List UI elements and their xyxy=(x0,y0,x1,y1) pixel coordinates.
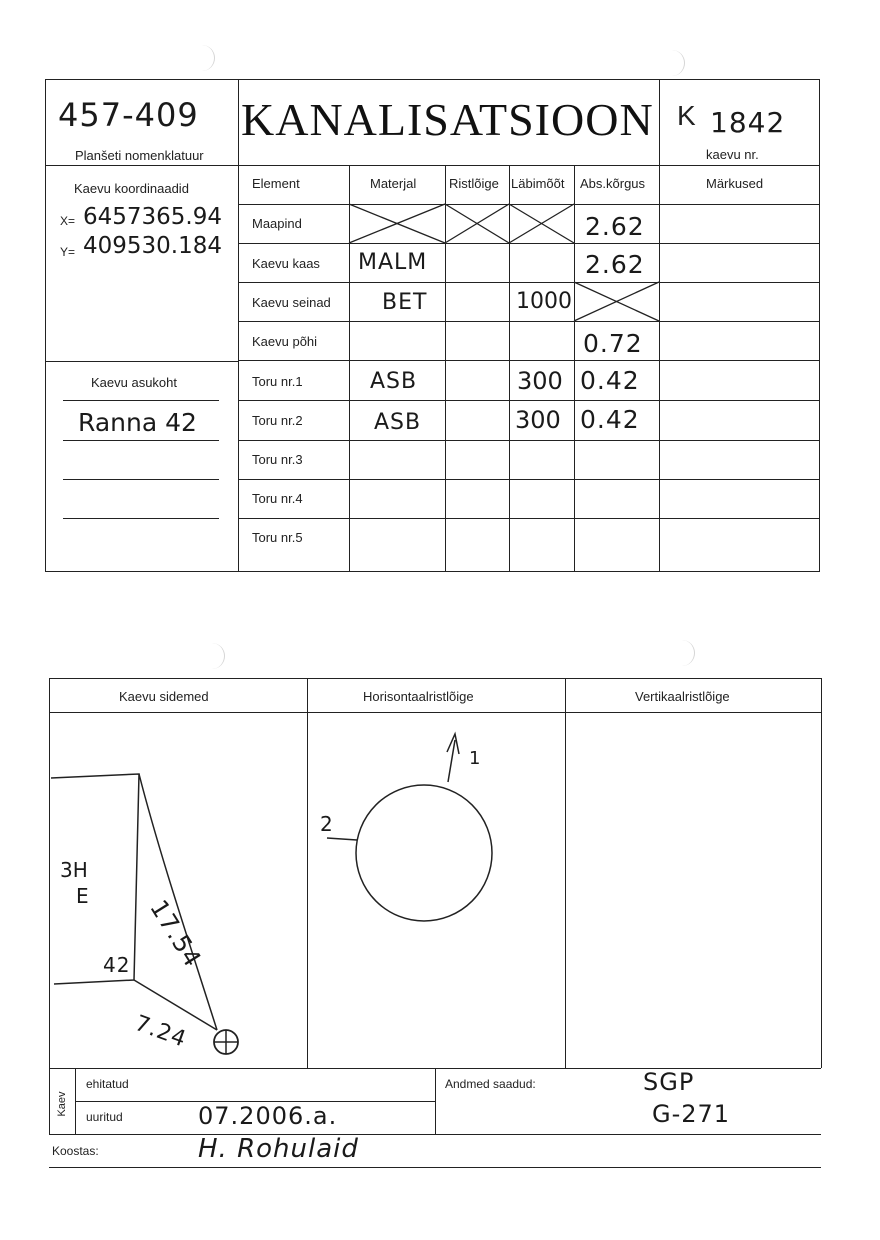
row-element-label: Kaevu põhi xyxy=(252,334,318,349)
coordinates-label: Kaevu koordinaadid xyxy=(74,181,189,196)
row-material-value: BET xyxy=(382,290,428,315)
row-abs-height-value: 0.42 xyxy=(580,405,640,434)
data-source-value: G-271 xyxy=(652,1100,731,1128)
not-applicable-cross xyxy=(349,204,445,243)
row-abs-height-value: 2.62 xyxy=(585,250,645,279)
corner-label: 42 xyxy=(103,953,131,977)
row-material-value: ASB xyxy=(374,410,422,435)
sketch-col-title: Kaevu sidemed xyxy=(119,689,209,704)
well-number-label: kaevu nr. xyxy=(706,147,759,162)
x-coordinate-value: 6457365.94 xyxy=(83,204,223,230)
data-source-value: SGP xyxy=(643,1068,695,1096)
punch-hole-decoration xyxy=(200,45,215,71)
row-abs-height-value: 2.62 xyxy=(585,212,645,241)
not-applicable-cross xyxy=(509,204,574,243)
row-abs-height-value: 0.72 xyxy=(583,329,643,358)
data-source-label: Andmed saadud: xyxy=(445,1077,536,1091)
row-abs-height-value: 0.42 xyxy=(580,366,640,395)
row-element-label: Toru nr.3 xyxy=(252,452,303,467)
col-header-cross-section: Ristlõige xyxy=(449,176,499,191)
well-prefix: K xyxy=(677,100,696,131)
side-label: Kaev xyxy=(56,1091,68,1117)
x-prefix: X= xyxy=(60,214,76,228)
surveyed-date: 07.2006.a. xyxy=(198,1102,338,1130)
y-coordinate-value: 409530.184 xyxy=(83,233,223,259)
built-label: ehitatud xyxy=(86,1077,129,1091)
sketch-col-title: Horisontaalristlõige xyxy=(363,689,474,704)
pipe-1-label: 1 xyxy=(469,748,482,769)
punch-hole-decoration xyxy=(670,50,685,76)
surveyed-label: uuritud xyxy=(86,1110,123,1124)
building-label: E xyxy=(76,884,90,908)
well-number: 1842 xyxy=(710,106,786,139)
map-sheet-value: 457-409 xyxy=(58,96,199,134)
col-header-element: Element xyxy=(252,176,300,191)
y-prefix: Y= xyxy=(60,245,76,259)
page-title: KANALISATSIOON xyxy=(241,94,654,145)
compiled-by-value: H. Rohulaid xyxy=(198,1134,359,1164)
horizontal-section-sketch xyxy=(307,712,565,1068)
compiled-label: Koostas: xyxy=(52,1144,99,1158)
col-header-diameter: Läbimõõt xyxy=(511,176,565,191)
distance-short-label: 7.24 xyxy=(131,1011,190,1053)
not-applicable-cross xyxy=(445,204,509,243)
row-element-label: Toru nr.1 xyxy=(252,374,303,389)
col-header-abs-height: Abs.kõrgus xyxy=(580,176,646,191)
punch-hole-decoration xyxy=(680,640,695,666)
location-value: Ranna 42 xyxy=(78,408,197,437)
row-element-label: Maapind xyxy=(252,216,302,231)
row-element-label: Toru nr.2 xyxy=(252,413,303,428)
row-diameter-value: 1000 xyxy=(516,289,572,314)
row-diameter-value: 300 xyxy=(515,406,561,434)
location-label: Kaevu asukoht xyxy=(91,375,178,390)
row-diameter-value: 300 xyxy=(517,367,563,395)
row-element-label: Toru nr.5 xyxy=(252,530,303,545)
sketch-col-title: Vertikaalristlõige xyxy=(635,689,730,704)
building-label: 3H xyxy=(60,858,88,882)
pipe-2-label: 2 xyxy=(320,812,334,836)
col-header-material: Materjal xyxy=(370,176,417,191)
row-material-value: MALM xyxy=(358,250,428,275)
col-header-notes: Märkused xyxy=(706,176,764,191)
punch-hole-decoration xyxy=(210,643,225,669)
row-material-value: ASB xyxy=(370,369,418,394)
distance-long-label: 17.54 xyxy=(144,895,208,973)
row-element-label: Toru nr.4 xyxy=(252,491,303,506)
row-element-label: Kaevu kaas xyxy=(252,256,320,271)
map-sheet-label: Planšeti nomenklatuur xyxy=(75,148,204,163)
row-element-label: Kaevu seinad xyxy=(252,295,331,310)
not-applicable-cross xyxy=(574,282,659,321)
